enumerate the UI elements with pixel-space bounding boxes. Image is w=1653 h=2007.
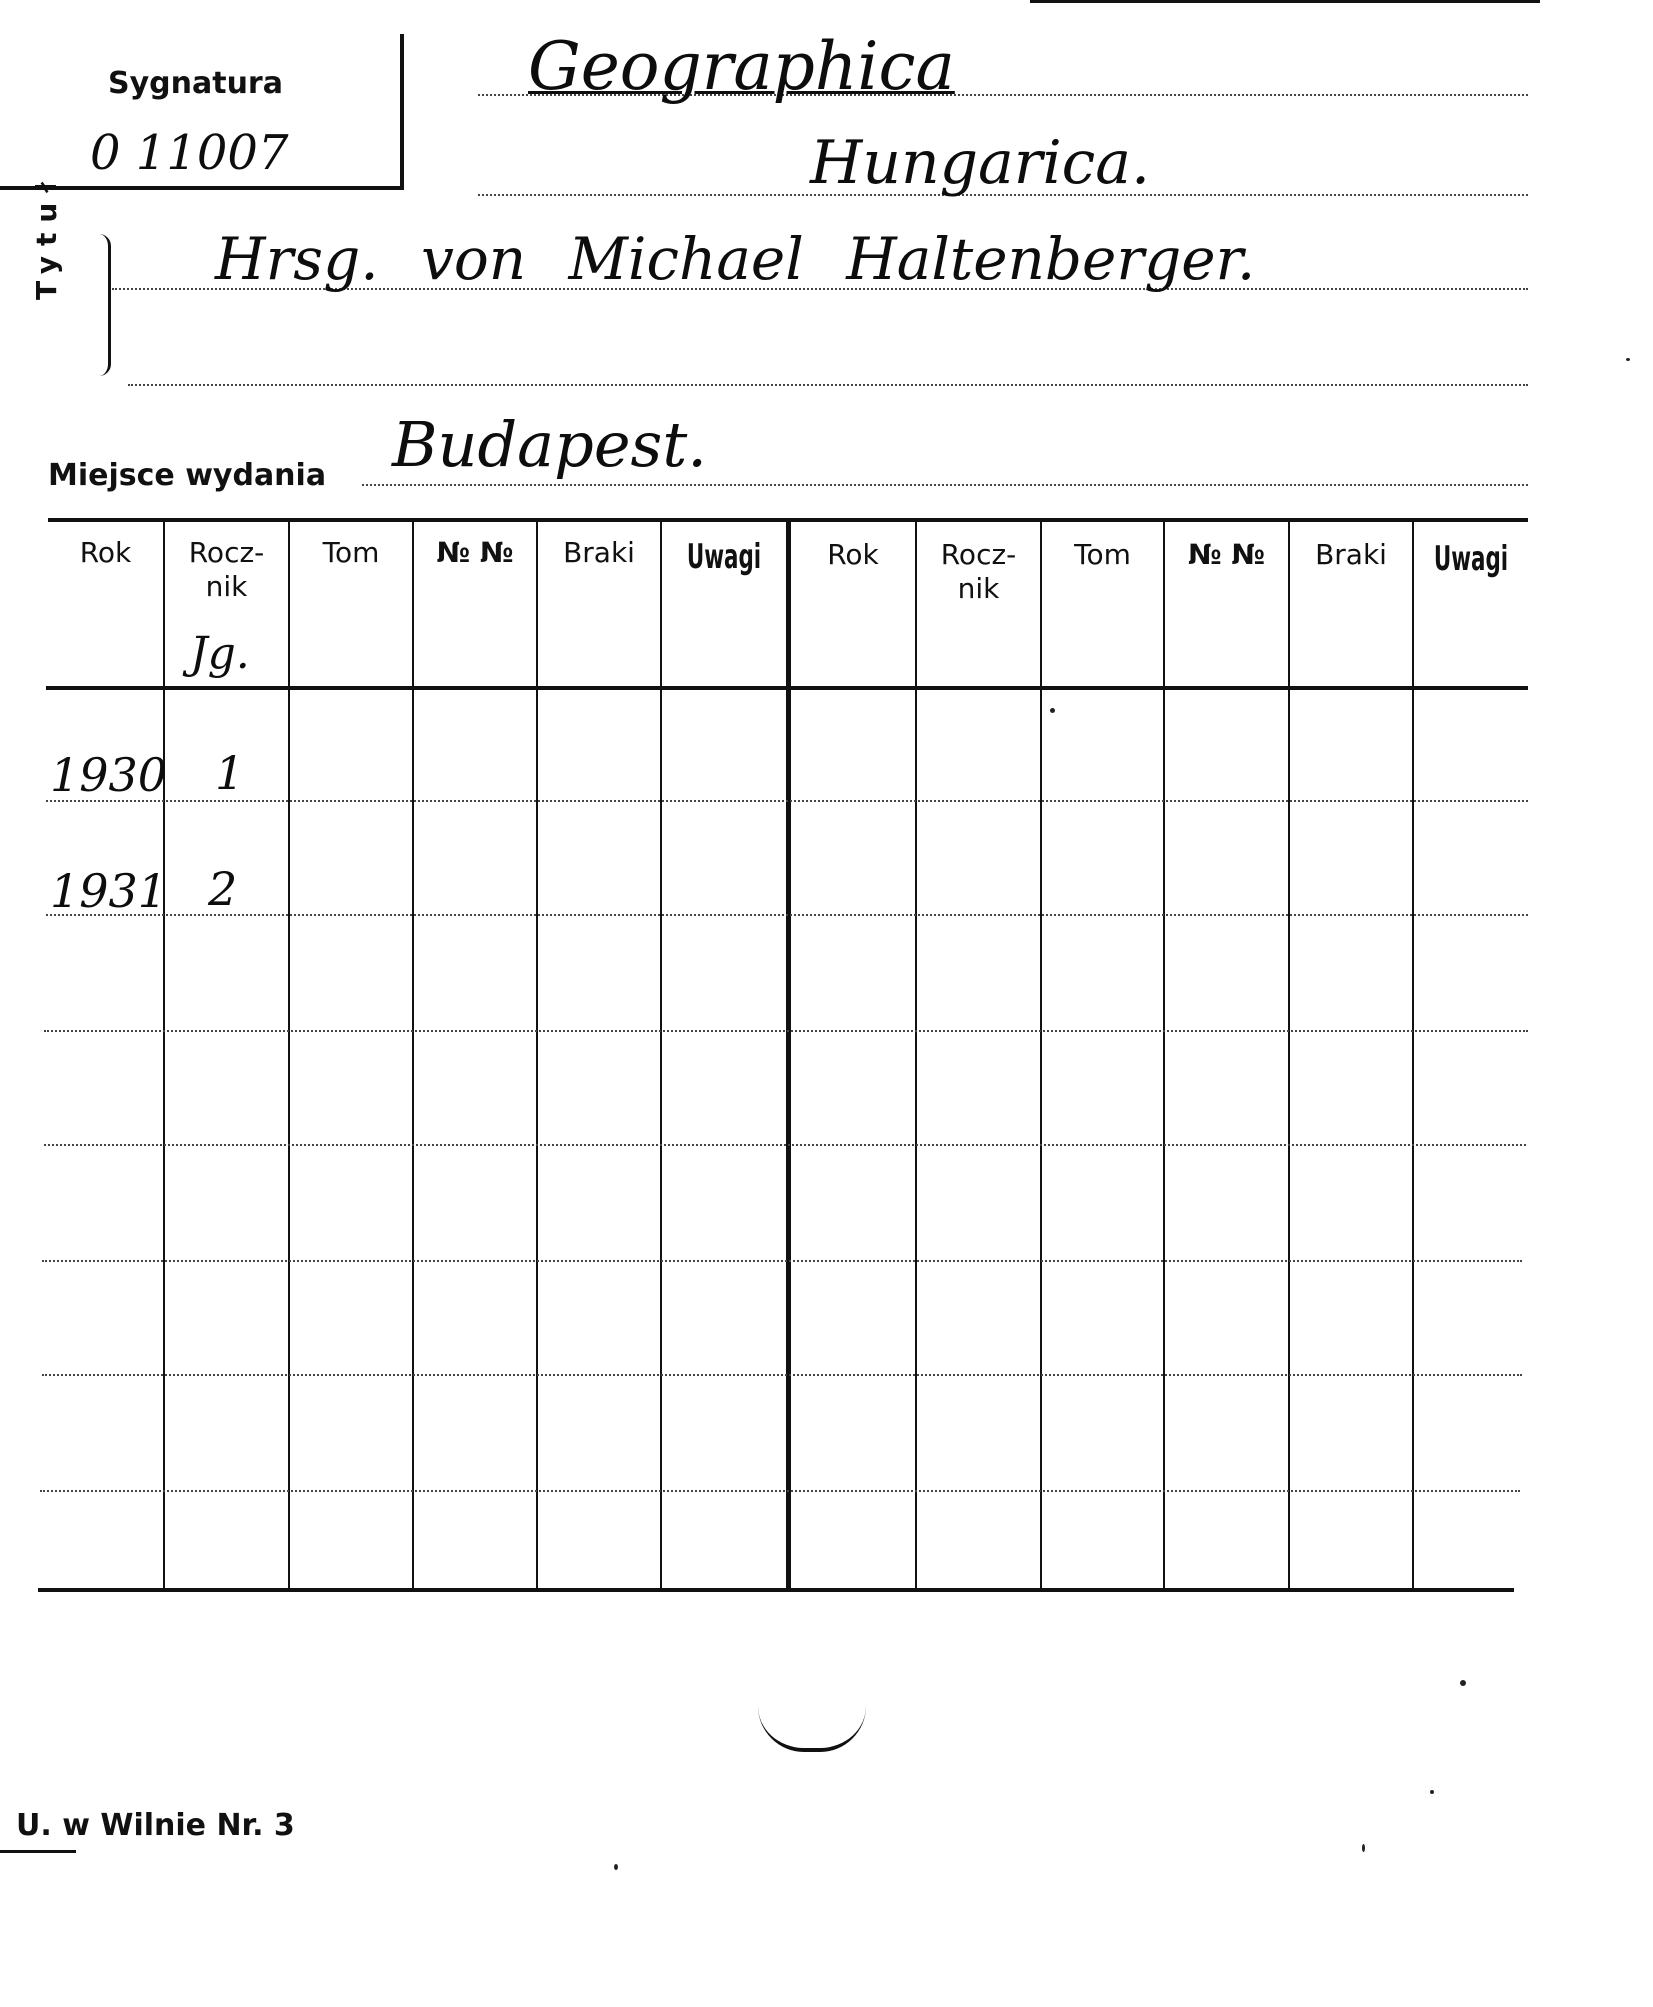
row-line [42, 1374, 1522, 1376]
table-cell-rok: 1931 [50, 864, 168, 918]
signature-label: Sygnatura [108, 66, 283, 101]
row-line [42, 1260, 1522, 1262]
title-line-2-text: Hungarica. [810, 128, 1151, 198]
table-cell-rocznik: 2 [208, 862, 238, 916]
row-line [46, 914, 1528, 916]
column-divider [163, 522, 165, 1588]
column-divider [1040, 522, 1042, 1588]
header-tom: Tom [1074, 538, 1131, 571]
scan-speck [1460, 1680, 1466, 1686]
header-rok: Rok [827, 538, 879, 571]
column-divider [1163, 522, 1165, 1588]
row-line [44, 1030, 1528, 1032]
footer-text: U. w Wilnie Nr. 3 [16, 1808, 295, 1843]
header-tom: Tom [322, 536, 380, 569]
row-line [40, 1490, 1520, 1492]
header-rocznik: Rocz- nik [940, 538, 1017, 605]
top-edge-line [1030, 0, 1540, 3]
scan-speck [1626, 358, 1630, 361]
column-divider [1288, 522, 1290, 1588]
scan-speck [614, 1864, 618, 1870]
scan-mark-curve [758, 1706, 866, 1752]
column-divider [660, 522, 662, 1588]
table-bottom-border [38, 1588, 1514, 1592]
row-line [44, 1144, 1526, 1146]
table-cell-rok: 1930 [50, 748, 168, 802]
title-side-label: Tytuł [30, 172, 63, 300]
scan-speck [1362, 1844, 1365, 1852]
table-cell-rocznik: 1 [215, 746, 245, 800]
table-center-divider [786, 522, 791, 1588]
column-divider [288, 522, 290, 1588]
signature-value: 0 11007 [90, 125, 289, 181]
title-line-1-text: Geographica [528, 28, 955, 105]
signature-box-right [400, 34, 404, 190]
footer-underline [0, 1850, 76, 1853]
header-braki: Braki [1315, 538, 1387, 571]
header-uwagi: Uwagi [686, 537, 762, 577]
column-divider [1412, 522, 1414, 1588]
title-line-4 [128, 384, 1528, 386]
title-line-3-text: Hrsg. von Michael Haltenberger. [215, 225, 1256, 293]
publication-place-line [362, 484, 1528, 486]
column-divider [412, 522, 414, 1588]
row-line [46, 800, 1528, 802]
column-divider [915, 522, 917, 1588]
column-divider [536, 522, 538, 1588]
header-braki: Braki [563, 536, 635, 569]
scan-speck [1050, 708, 1055, 713]
header-uwagi: Uwagi [1433, 539, 1509, 579]
rocznik-jg-note: Jg. [190, 628, 250, 679]
header-numery: № № [1187, 538, 1266, 571]
header-numery: № № [436, 536, 514, 569]
publication-place-value: Budapest. [392, 408, 707, 481]
header-rocznik: Rocz- nik [188, 536, 265, 603]
scan-speck [1430, 1790, 1434, 1794]
title-brace [88, 234, 111, 376]
publication-place-label: Miejsce wydania [48, 458, 327, 493]
header-rok: Rok [79, 536, 132, 569]
